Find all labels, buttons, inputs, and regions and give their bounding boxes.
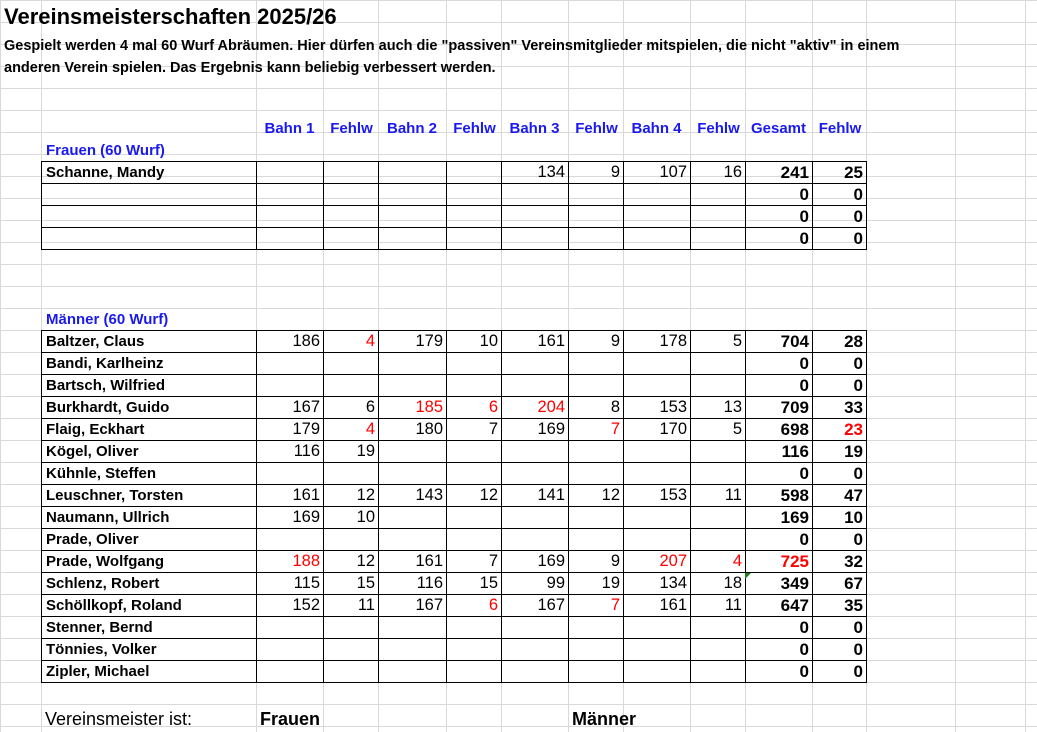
fehlw-cell[interactable]: 16 [691,162,746,184]
fehlw-cell[interactable] [569,661,624,683]
fehlw-cell[interactable] [324,184,379,206]
total-fehlw-cell[interactable]: 0 [813,639,867,661]
player-name[interactable]: Naumann, Ullrich [42,507,257,529]
total-fehlw-cell[interactable]: 67 [813,573,867,595]
bahn-score-cell[interactable] [379,463,447,485]
bahn-score-cell[interactable]: 116 [379,573,447,595]
table-row [42,353,867,375]
fehlw-cell[interactable] [691,206,746,228]
maenner-rows [42,331,867,683]
player-name[interactable]: Prade, Oliver [42,529,257,551]
bahn-score-cell[interactable]: 204 [502,397,569,419]
bahn-score-cell[interactable] [257,375,324,397]
bahn-score-cell[interactable] [257,228,324,250]
fehlw-cell[interactable]: 11 [324,595,379,617]
fehlw-cell[interactable] [569,529,624,551]
bahn-score-cell[interactable]: 134 [624,573,691,595]
total-score-cell[interactable]: 647 [746,595,813,617]
fehlw-cell[interactable] [569,184,624,206]
fehlw-cell[interactable]: 8 [569,397,624,419]
bahn-score-cell[interactable]: 116 [257,441,324,463]
table-row [42,639,867,661]
fehlw-cell[interactable] [691,463,746,485]
header-fehlw-2: Fehlw [453,120,496,137]
total-score-cell[interactable]: 598 [746,485,813,507]
fehlw-cell[interactable] [447,507,502,529]
table-row [42,595,867,617]
bahn-score-cell[interactable]: 161 [624,595,691,617]
table-row [42,206,867,228]
table-row [42,573,867,595]
bahn-score-cell[interactable] [624,639,691,661]
bahn-score-cell[interactable] [502,617,569,639]
bahn-score-cell[interactable]: 161 [257,485,324,507]
bahn-score-cell[interactable] [624,617,691,639]
total-score-cell[interactable]: 0 [746,184,813,206]
table-row [42,331,867,353]
player-name[interactable]: Zipler, Michael [42,661,257,683]
table-row [42,397,867,419]
bahn-score-cell[interactable]: 161 [502,331,569,353]
bahn-score-cell[interactable] [624,661,691,683]
fehlw-cell[interactable] [691,375,746,397]
fehlw-cell[interactable]: 12 [324,485,379,507]
fehlw-cell[interactable] [447,441,502,463]
fehlw-cell[interactable]: 12 [447,485,502,507]
bahn-score-cell[interactable] [257,617,324,639]
bahn-score-cell[interactable]: 167 [257,397,324,419]
bahn-score-cell[interactable] [257,529,324,551]
player-name[interactable]: Prade, Wolfgang [42,551,257,573]
bahn-score-cell[interactable] [624,529,691,551]
fehlw-cell[interactable] [691,184,746,206]
fehlw-cell[interactable] [324,639,379,661]
player-name[interactable]: Schlenz, Robert [42,573,257,595]
fehlw-cell[interactable] [447,529,502,551]
total-fehlw-cell[interactable]: 0 [813,206,867,228]
footer-label: Vereinsmeister ist: [45,709,193,729]
fehlw-cell[interactable] [569,375,624,397]
bahn-score-cell[interactable] [502,228,569,250]
total-fehlw-cell[interactable]: 0 [813,353,867,375]
fehlw-cell[interactable]: 7 [569,419,624,441]
fehlw-cell[interactable] [691,441,746,463]
fehlw-cell[interactable]: 10 [447,331,502,353]
fehlw-cell[interactable] [691,228,746,250]
bahn-score-cell[interactable] [257,463,324,485]
header-fehlw-4: Fehlw [697,120,740,137]
fehlw-cell[interactable]: 4 [324,419,379,441]
player-name[interactable]: Bandi, Karlheinz [42,353,257,375]
fehlw-cell[interactable] [447,617,502,639]
bahn-score-cell[interactable]: 167 [379,595,447,617]
table-row [42,375,867,397]
bahn-score-cell[interactable] [502,441,569,463]
total-score-cell[interactable]: 0 [746,206,813,228]
total-fehlw-cell[interactable]: 0 [813,661,867,683]
header-gesamt: Gesamt [750,120,807,137]
fehlw-cell[interactable] [447,162,502,184]
total-fehlw-cell[interactable]: 0 [813,228,867,250]
bahn-score-cell[interactable]: 178 [624,331,691,353]
cell-comment-marker [745,573,751,579]
bahn-score-cell[interactable]: 107 [624,162,691,184]
bahn-score-cell[interactable] [379,507,447,529]
fehlw-cell[interactable] [569,228,624,250]
bahn-score-cell[interactable] [257,639,324,661]
fehlw-cell[interactable] [569,353,624,375]
player-name[interactable]: Bartsch, Wilfried [42,375,257,397]
bahn-score-cell[interactable] [379,661,447,683]
bahn-score-cell[interactable]: 167 [502,595,569,617]
fehlw-cell[interactable] [447,206,502,228]
fehlw-cell[interactable] [569,206,624,228]
bahn-score-cell[interactable] [379,639,447,661]
bahn-score-cell[interactable] [257,353,324,375]
bahn-score-cell[interactable] [379,162,447,184]
total-fehlw-cell[interactable]: 0 [813,184,867,206]
bahn-score-cell[interactable] [624,441,691,463]
bahn-score-cell[interactable]: 115 [257,573,324,595]
total-score-cell[interactable]: 725 [746,551,813,573]
header-fehlw-total: Fehlw [818,120,862,137]
fehlw-cell[interactable]: 6 [324,397,379,419]
player-name[interactable]: Schöllkopf, Roland [42,595,257,617]
fehlw-cell[interactable] [447,661,502,683]
player-name[interactable] [42,184,257,206]
bahn-score-cell[interactable] [624,184,691,206]
total-score-cell[interactable]: 349 [746,573,813,595]
table-row [42,184,867,206]
bahn-score-cell[interactable]: 153 [624,397,691,419]
bahn-score-cell[interactable]: 188 [257,551,324,573]
maenner-table [41,330,867,683]
fehlw-cell[interactable]: 19 [324,441,379,463]
total-score-cell[interactable]: 704 [746,331,813,353]
bahn-score-cell[interactable] [379,184,447,206]
total-fehlw-cell[interactable]: 25 [813,162,867,184]
fehlw-cell[interactable]: 15 [324,573,379,595]
total-fehlw-cell[interactable]: 35 [813,595,867,617]
bahn-score-cell[interactable] [502,353,569,375]
bahn-score-cell[interactable] [502,184,569,206]
total-fehlw-cell[interactable]: 0 [813,617,867,639]
total-score-cell[interactable]: 709 [746,397,813,419]
fehlw-cell[interactable] [569,463,624,485]
bahn-score-cell[interactable] [379,375,447,397]
bahn-score-cell[interactable] [624,375,691,397]
bahn-score-cell[interactable]: 134 [502,162,569,184]
player-name[interactable]: Burkhardt, Guido [42,397,257,419]
bahn-score-cell[interactable] [257,184,324,206]
bahn-score-cell[interactable] [379,529,447,551]
bahn-score-cell[interactable] [502,529,569,551]
fehlw-cell[interactable]: 19 [569,573,624,595]
total-score-cell[interactable]: 116 [746,441,813,463]
total-score-cell[interactable]: 0 [746,353,813,375]
player-name[interactable] [42,206,257,228]
fehlw-cell[interactable]: 11 [691,595,746,617]
fehlw-cell[interactable]: 9 [569,331,624,353]
player-name[interactable] [42,228,257,250]
table-row [42,419,867,441]
total-fehlw-cell[interactable]: 28 [813,331,867,353]
bahn-score-cell[interactable]: 170 [624,419,691,441]
fehlw-cell[interactable] [569,639,624,661]
total-score-cell[interactable]: 0 [746,529,813,551]
bahn-score-cell[interactable]: 153 [624,485,691,507]
fehlw-cell[interactable] [569,441,624,463]
total-fehlw-cell[interactable]: 32 [813,551,867,573]
total-score-cell[interactable]: 0 [746,228,813,250]
bahn-score-cell[interactable]: 169 [502,419,569,441]
player-name[interactable]: Leuschner, Torsten [42,485,257,507]
fehlw-cell[interactable] [447,639,502,661]
table-row [42,529,867,551]
bahn-score-cell[interactable]: 169 [257,507,324,529]
bahn-score-cell[interactable] [502,507,569,529]
frauen-rows [42,162,867,250]
fehlw-cell[interactable]: 7 [569,595,624,617]
bahn-score-cell[interactable] [379,617,447,639]
fehlw-cell[interactable]: 6 [447,397,502,419]
bahn-score-cell[interactable] [624,507,691,529]
bahn-score-cell[interactable] [502,661,569,683]
total-fehlw-cell[interactable]: 47 [813,485,867,507]
bahn-score-cell[interactable] [624,463,691,485]
fehlw-cell[interactable]: 10 [324,507,379,529]
player-name[interactable]: Baltzer, Claus [42,331,257,353]
frauen-table [41,161,867,250]
bahn-score-cell[interactable] [257,162,324,184]
bahn-score-cell[interactable] [502,463,569,485]
bahn-score-cell[interactable] [624,228,691,250]
total-score-cell[interactable]: 0 [746,617,813,639]
fehlw-cell[interactable] [691,639,746,661]
table-row [42,441,867,463]
bahn-score-cell[interactable] [379,441,447,463]
table-row [42,617,867,639]
total-score-cell[interactable]: 698 [746,419,813,441]
fehlw-cell[interactable] [324,162,379,184]
bahn-score-cell[interactable]: 179 [379,331,447,353]
bahn-score-cell[interactable]: 179 [257,419,324,441]
bahn-score-cell[interactable]: 207 [624,551,691,573]
player-name[interactable]: Schanne, Mandy [42,162,257,184]
fehlw-cell[interactable] [691,507,746,529]
grid-line [955,0,956,732]
bahn-score-cell[interactable] [379,353,447,375]
fehlw-cell[interactable] [569,617,624,639]
table-row [42,507,867,529]
bahn-score-cell[interactable] [257,206,324,228]
player-name[interactable]: Tönnies, Volker [42,639,257,661]
bahn-score-cell[interactable]: 99 [502,573,569,595]
fehlw-cell[interactable] [324,661,379,683]
total-score-cell[interactable]: 0 [746,375,813,397]
fehlw-cell[interactable]: 6 [447,595,502,617]
fehlw-cell[interactable] [324,529,379,551]
player-name[interactable]: Flaig, Eckhart [42,419,257,441]
fehlw-cell[interactable]: 7 [447,551,502,573]
player-name[interactable]: Kühnle, Steffen [42,463,257,485]
description-line-2: anderen Verein spielen. Das Ergebnis kann beliebig verbessert werden. [4,60,496,76]
fehlw-cell[interactable]: 13 [691,397,746,419]
bahn-score-cell[interactable] [379,228,447,250]
total-score-cell[interactable]: 0 [746,463,813,485]
table-row [42,485,867,507]
fehlw-cell[interactable] [691,661,746,683]
total-score-cell[interactable]: 0 [746,639,813,661]
header-bahn-3: Bahn 3 [509,120,560,137]
fehlw-cell[interactable]: 9 [569,162,624,184]
fehlw-cell[interactable]: 11 [691,485,746,507]
fehlw-cell[interactable]: 12 [569,485,624,507]
fehlw-cell[interactable]: 5 [691,419,746,441]
total-fehlw-cell[interactable]: 10 [813,507,867,529]
total-score-cell[interactable]: 0 [746,661,813,683]
fehlw-cell[interactable]: 5 [691,331,746,353]
header-bahn-4: Bahn 4 [631,120,682,137]
fehlw-cell[interactable]: 4 [324,331,379,353]
bahn-score-cell[interactable] [624,206,691,228]
bahn-score-cell[interactable] [624,353,691,375]
bahn-score-cell[interactable] [502,206,569,228]
section-title-maenner: Männer (60 Wurf) [46,311,169,328]
footer-frauen: Frauen [260,709,321,729]
grid-line [1025,0,1026,732]
fehlw-cell[interactable] [324,228,379,250]
fehlw-cell[interactable]: 12 [324,551,379,573]
bahn-score-cell[interactable]: 185 [379,397,447,419]
fehlw-cell[interactable] [324,463,379,485]
bahn-score-cell[interactable]: 141 [502,485,569,507]
table-row [42,162,867,184]
page-title: Vereinsmeisterschaften 2025/26 [4,4,337,29]
header-fehlw-3: Fehlw [575,120,618,137]
fehlw-cell[interactable] [691,529,746,551]
section-title-frauen: Frauen (60 Wurf) [46,142,165,159]
fehlw-cell[interactable] [447,375,502,397]
fehlw-cell[interactable] [324,353,379,375]
total-fehlw-cell[interactable]: 0 [813,529,867,551]
table-row [42,551,867,573]
fehlw-cell[interactable]: 7 [447,419,502,441]
header-fehlw-1: Fehlw [330,120,373,137]
table-row [42,661,867,683]
fehlw-cell[interactable] [691,617,746,639]
fehlw-cell[interactable]: 9 [569,551,624,573]
fehlw-cell[interactable]: 15 [447,573,502,595]
bahn-score-cell[interactable] [379,206,447,228]
fehlw-cell[interactable] [324,206,379,228]
header-bahn-2: Bahn 2 [386,120,437,137]
total-fehlw-cell[interactable]: 23 [813,419,867,441]
player-name[interactable]: Stenner, Bernd [42,617,257,639]
total-fehlw-cell[interactable]: 0 [813,463,867,485]
total-fehlw-cell[interactable]: 19 [813,441,867,463]
bahn-score-cell[interactable] [502,639,569,661]
bahn-score-cell[interactable]: 180 [379,419,447,441]
bahn-score-cell[interactable]: 161 [379,551,447,573]
total-fehlw-cell[interactable]: 0 [813,375,867,397]
bahn-score-cell[interactable]: 186 [257,331,324,353]
bahn-score-cell[interactable] [502,375,569,397]
footer-maenner: Männer [572,709,637,729]
fehlw-cell[interactable] [324,617,379,639]
fehlw-cell[interactable] [447,184,502,206]
fehlw-cell[interactable] [569,507,624,529]
total-fehlw-cell[interactable]: 33 [813,397,867,419]
bahn-score-cell[interactable] [257,661,324,683]
fehlw-cell[interactable] [447,463,502,485]
bahn-score-cell[interactable]: 152 [257,595,324,617]
bahn-score-cell[interactable]: 143 [379,485,447,507]
fehlw-cell[interactable] [324,375,379,397]
fehlw-cell[interactable] [447,228,502,250]
bahn-score-cell[interactable]: 169 [502,551,569,573]
total-score-cell[interactable]: 241 [746,162,813,184]
fehlw-cell[interactable] [691,353,746,375]
fehlw-cell[interactable]: 4 [691,551,746,573]
total-score-cell[interactable]: 169 [746,507,813,529]
fehlw-cell[interactable] [447,353,502,375]
header-bahn-1: Bahn 1 [264,120,315,137]
table-row [42,228,867,250]
description-line-1: Gespielt werden 4 mal 60 Wurf Abräumen. Hier dürfen auch die "passiven" Vereinsmitglieder mitspielen, die nicht "aktiv" in einem [4,38,900,54]
fehlw-cell[interactable]: 18 [691,573,746,595]
player-name[interactable]: Kögel, Oliver [42,441,257,463]
table-row [42,463,867,485]
